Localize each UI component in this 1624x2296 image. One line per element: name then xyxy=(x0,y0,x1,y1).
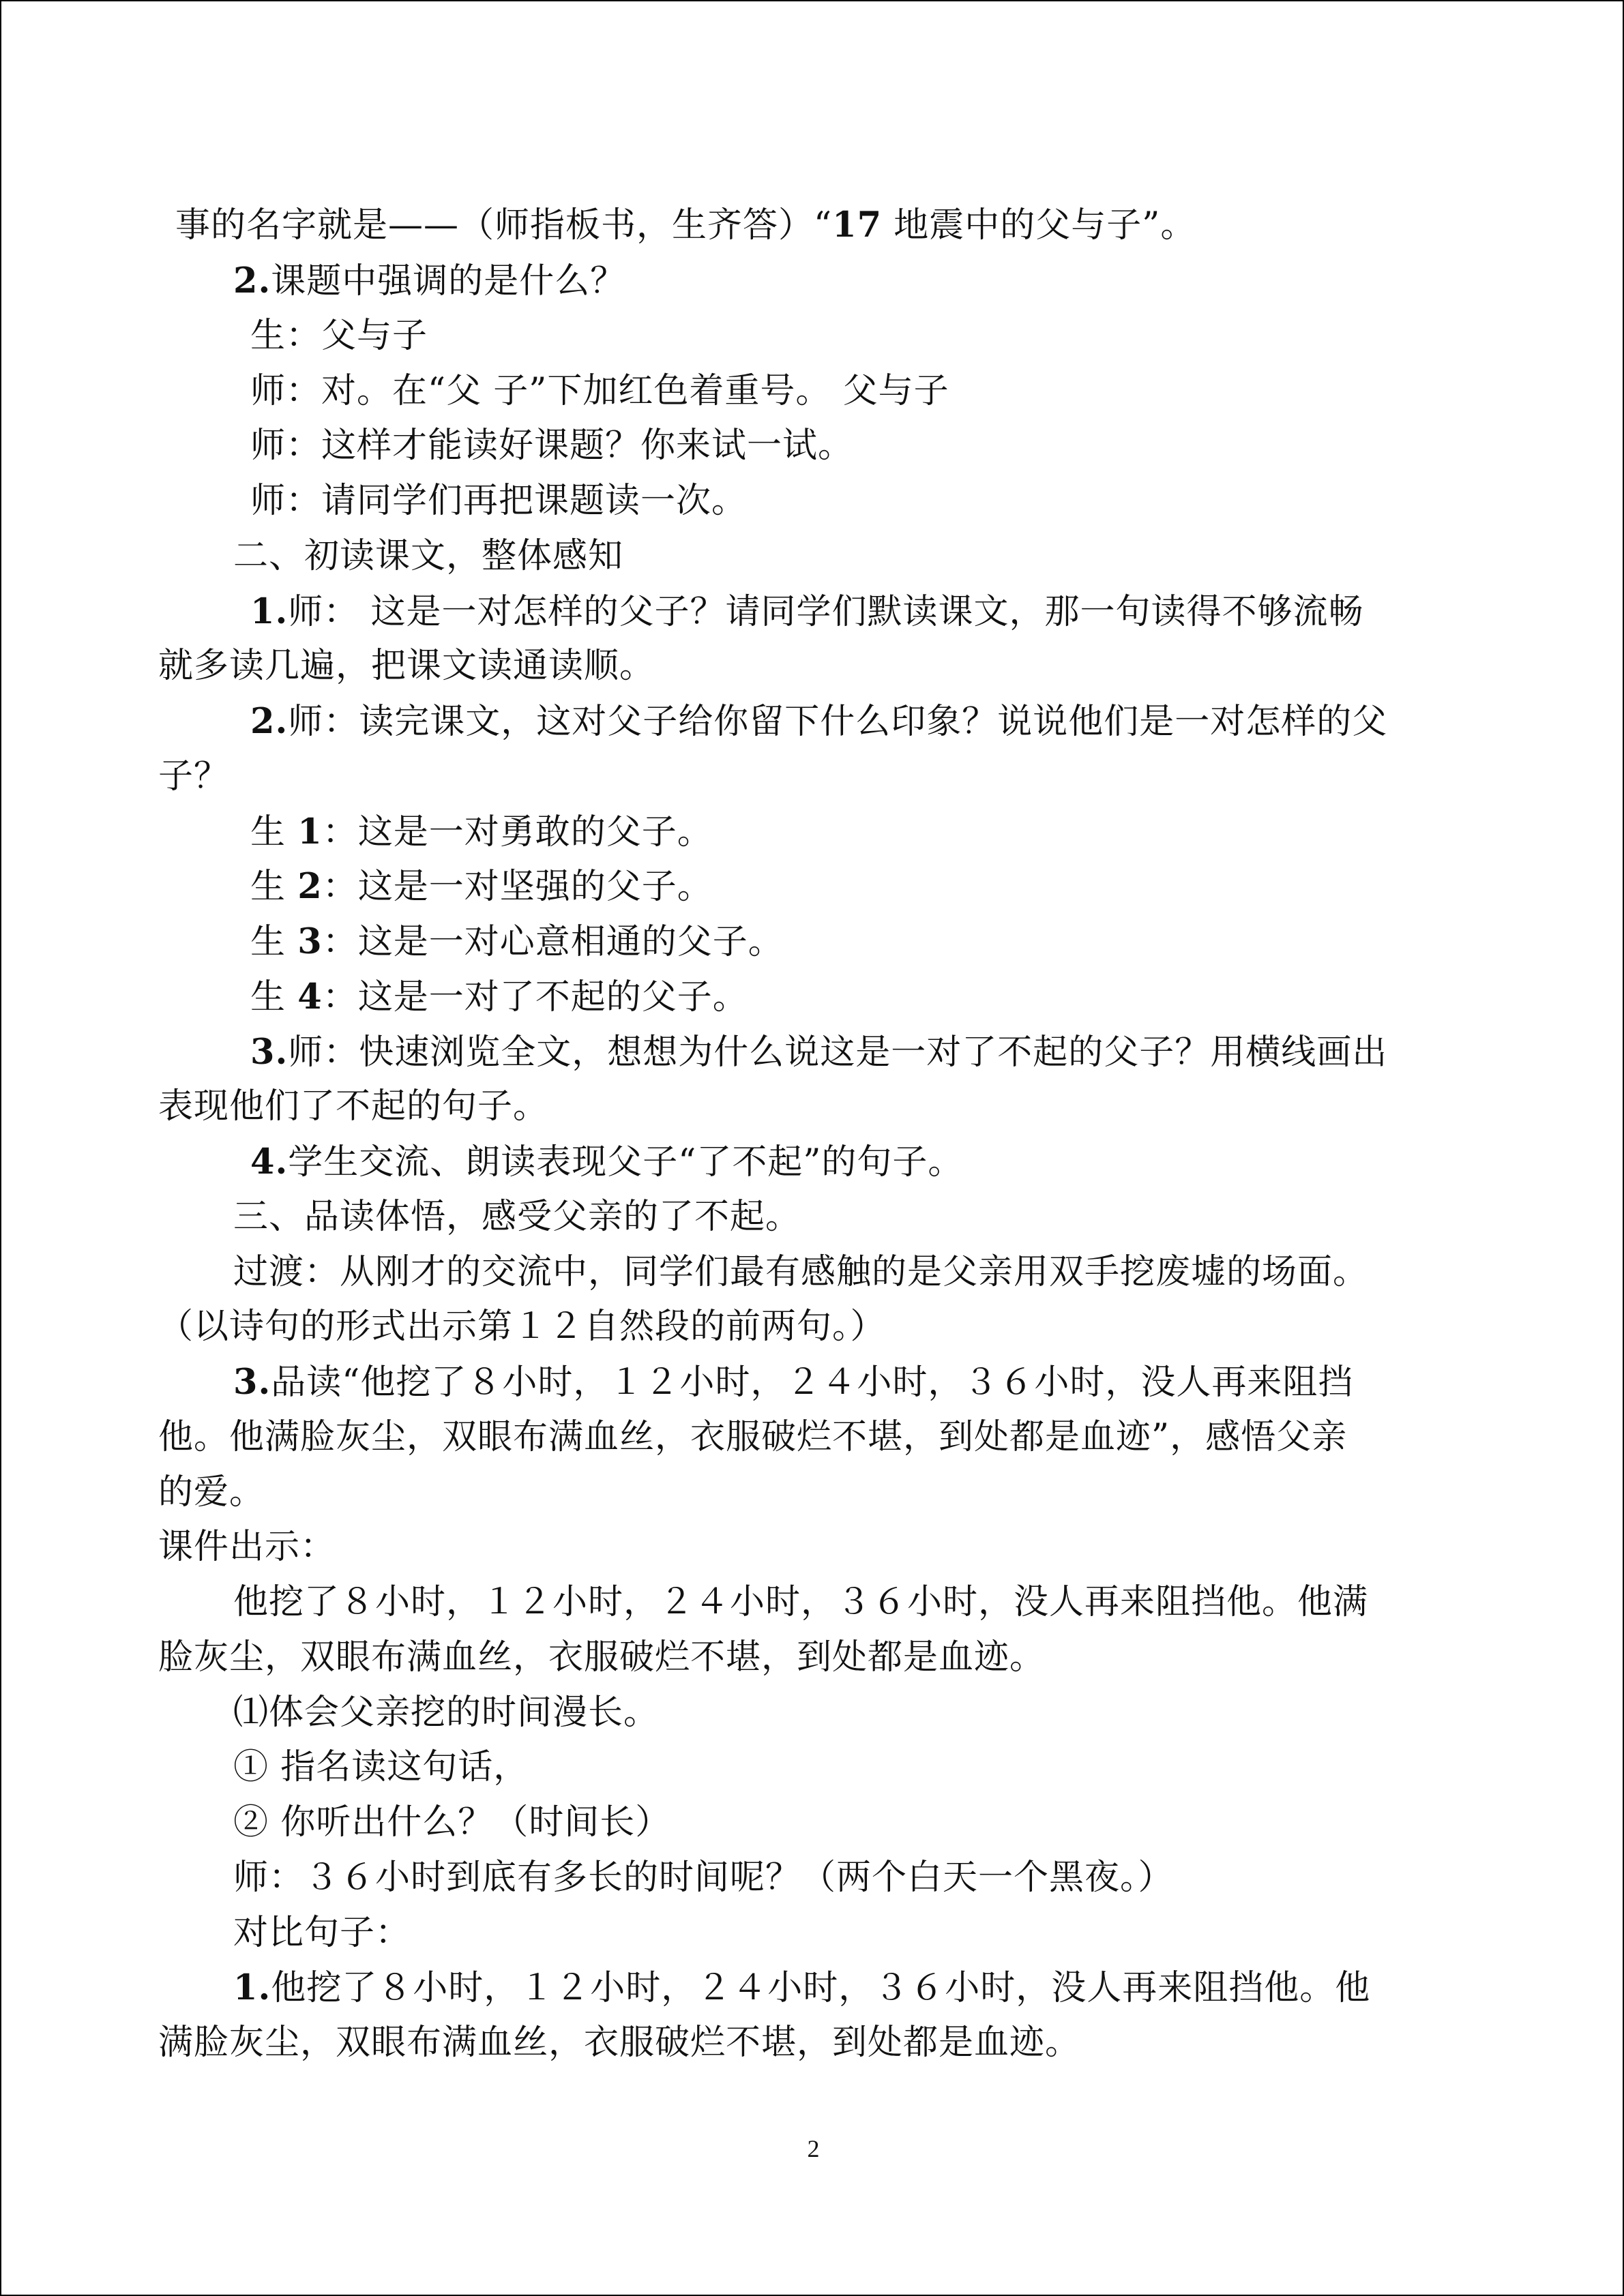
text-line: 生 2：这是一对坚强的父子。 xyxy=(250,866,713,907)
text-line: 生 1：这是一对勇敢的父子。 xyxy=(250,811,713,852)
text-line: 4.学生交流、朗读表现父子“了不起”的句子。 xyxy=(250,1142,964,1182)
text-line: 1.师： 这是一对怎样的父子？请同学们默读课文，那一句读得不够流畅 xyxy=(250,591,1364,632)
text-line: ② 你听出什么？（时间长） xyxy=(233,1802,671,1843)
text-line: 2.师：读完课文，这对父子给你留下什么印象？说说他们是一对怎样的父 xyxy=(250,701,1388,742)
text-line: 表现他们了不起的句子。 xyxy=(158,1086,549,1127)
text-line: 3.师：快速浏览全文，想想为什么说这是一对了不起的父子？用横线画出 xyxy=(250,1032,1388,1073)
text-line: 对比句子： xyxy=(233,1913,411,1953)
page-number: 2 xyxy=(807,2135,820,2162)
text-line: 师：请同学们再把课题读一次。 xyxy=(250,481,748,521)
text-line: 1.他挖了８小时，１２小时，２４小时，３６小时，没人再来阻挡他。他 xyxy=(233,1967,1371,2008)
text-line: ① 指名读这句话， xyxy=(233,1747,529,1787)
text-line: ⑴体会父亲挖的时间漫长。 xyxy=(233,1693,660,1733)
text-line: 生 4：这是一对了不起的父子。 xyxy=(250,976,748,1017)
text-line: 生 3：这是一对心意相通的父子。 xyxy=(250,921,784,962)
text-line: 2.课题中强调的是什么？ xyxy=(233,260,626,301)
section-heading: 三、品读体悟，感受父亲的了不起。 xyxy=(233,1197,801,1237)
text-line: 满脸灰尘，双眼布满血丝，衣服破烂不堪，到处都是血迹。 xyxy=(158,2023,1081,2063)
text-line: 子？ xyxy=(158,756,230,796)
text-line: （以诗句的形式出示第１２自然段的前两句。） xyxy=(158,1307,886,1347)
text-line: 师：对。在“父 子”下加红色着重号。 父与子 xyxy=(250,371,949,411)
text-line: 就多读几遍，把课文读通读顺。 xyxy=(158,646,655,686)
text-line: 师：这样才能读好课题？你来试一试。 xyxy=(250,426,854,466)
text-line: 脸灰尘，双眼布满血丝，衣服破烂不堪，到处都是血迹。 xyxy=(158,1637,1046,1678)
text-line: 他挖了８小时，１２小时，２４小时，３６小时，没人再来阻挡他。他满 xyxy=(233,1582,1369,1622)
text-line: 事的名字就是——（师指板书，生齐答）“17 地震中的父与子”。 xyxy=(175,205,1196,245)
text-line: 师：３６小时到底有多长的时间呢？（两个白天一个黑夜。） xyxy=(233,1858,1174,1898)
text-line: 他。他满脸灰尘，双眼布满血丝，衣服破烂不堪，到处都是血迹”，感悟父亲 xyxy=(158,1417,1348,1457)
section-heading: 二、初读课文，整体感知 xyxy=(233,536,624,576)
text-line: 课件出示： xyxy=(158,1527,336,1567)
text-line: 3.品读“他挖了８小时，１２小时，２４小时，３６小时，没人再来阻挡 xyxy=(233,1362,1354,1403)
text-line: 的爱。 xyxy=(158,1472,265,1512)
text-line: 生：父与子 xyxy=(250,316,428,356)
text-line: 过渡：从刚才的交流中，同学们最有感触的是父亲用双手挖废墟的场面。 xyxy=(233,1252,1369,1292)
